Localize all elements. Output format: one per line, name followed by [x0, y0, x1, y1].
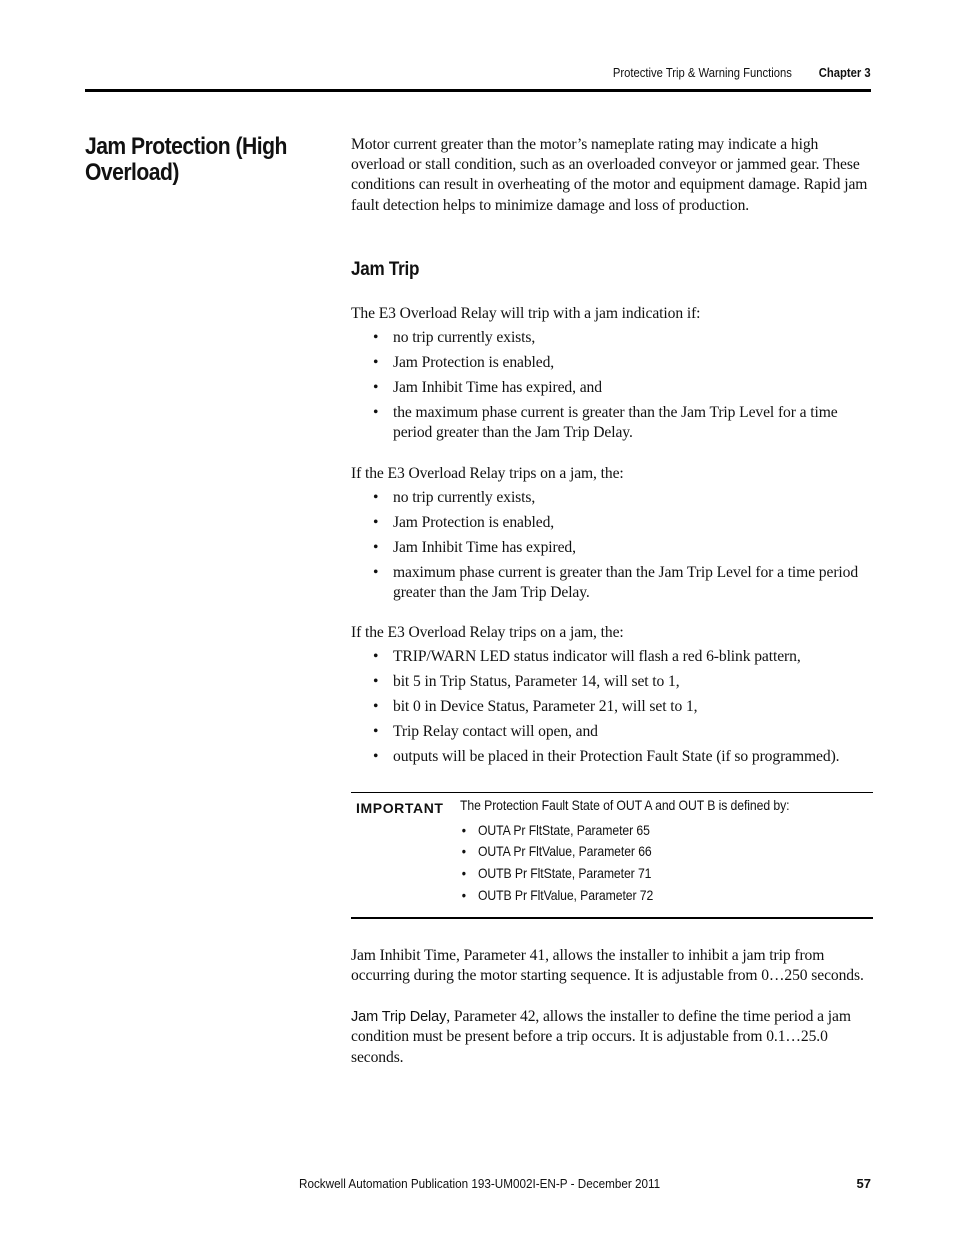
condition-list-2	[351, 488, 873, 603]
list-item: • maximum phase current is greater than the Jam Trip Level for a time period greater than the Jam Trip Delay.	[351, 563, 873, 603]
trip-delay-text: , Parameter 42, allows the installer to define the time period a jam condition must be present before a trip occurs. It is adjustable from 0.1…25.0 seconds.	[351, 1008, 851, 1066]
subsection-heading: Jam Trip	[351, 258, 420, 280]
intro-paragraph: Motor current greater than the motor’s nameplate rating may indicate a high overload or stall condition, such as an overloaded conveyor or jammed gear. These conditions can result in overheating of the motor and equipment damage. Rapid jam fault detection helps to minimize damage and loss of production.	[351, 136, 868, 214]
list-item: • Jam Inhibit Time has expired, and	[351, 378, 873, 398]
main-content	[351, 135, 873, 1089]
list-lead-2: If the E3 Overload Relay trips on a jam, the:	[351, 464, 624, 482]
list-item: • bit 0 in Device Status, Parameter 21, will set to 1,	[351, 697, 873, 717]
page-number: 57	[856, 1176, 871, 1191]
list-item: • Jam Inhibit Time has expired,	[351, 538, 873, 558]
condition-list-1	[351, 328, 873, 443]
section-title: Jam Protection (High Overload)	[85, 133, 287, 186]
trip-delay-term: Jam Trip Delay	[351, 1009, 447, 1026]
page-header	[85, 66, 871, 86]
list-item: • Trip Relay contact will open, and	[351, 722, 873, 742]
list-lead-1: The E3 Overload Relay will trip with a jam indication if:	[351, 305, 701, 323]
list-item: • Jam Protection is enabled,	[351, 353, 873, 373]
list-item: • OUTB Pr FltState, Parameter 71	[460, 865, 832, 883]
list-item: • OUTA Pr FltValue, Parameter 66	[460, 843, 832, 861]
header-chapter-label: Chapter 3	[819, 66, 871, 80]
header-rule	[85, 89, 871, 92]
list-item: • bit 5 in Trip Status, Parameter 14, will set to 1,	[351, 672, 873, 692]
result-list	[351, 647, 873, 767]
list-item: • no trip currently exists,	[351, 328, 873, 348]
list-item: • OUTB Pr FltValue, Parameter 72	[460, 887, 832, 905]
list-item: • Jam Protection is enabled,	[351, 513, 873, 533]
list-item: • OUTA Pr FltState, Parameter 65	[460, 822, 832, 840]
list-item: • outputs will be placed in their Protection Fault State (if so programmed).	[351, 747, 873, 767]
trip-delay-paragraph	[351, 1007, 873, 1068]
important-lead: The Protection Fault State of OUT A and OUT B is defined by:	[460, 797, 790, 813]
header-section-title: Protective Trip & Warning Functions	[612, 66, 792, 80]
important-label: IMPORTANT	[356, 799, 444, 816]
important-list	[460, 822, 873, 905]
list-item: • TRIP/WARN LED status indicator will flash a red 6-blink pattern,	[351, 647, 873, 667]
important-body	[460, 797, 873, 905]
list-item: • no trip currently exists,	[351, 488, 873, 508]
inhibit-time-paragraph: Jam Inhibit Time, Parameter 41, allows the installer to inhibit a jam trip from occurring during the motor starting sequence. It is adjustable from 0…250 seconds.	[351, 946, 864, 985]
important-callout	[351, 792, 873, 919]
list-lead-3: If the E3 Overload Relay trips on a jam, the:	[351, 624, 624, 642]
list-item: • the maximum phase current is greater than the Jam Trip Level for a time period greater than the Jam Trip Delay.	[351, 403, 873, 443]
publication-info: Rockwell Automation Publication 193-UM002I-EN-P - December 2011	[299, 1176, 661, 1191]
